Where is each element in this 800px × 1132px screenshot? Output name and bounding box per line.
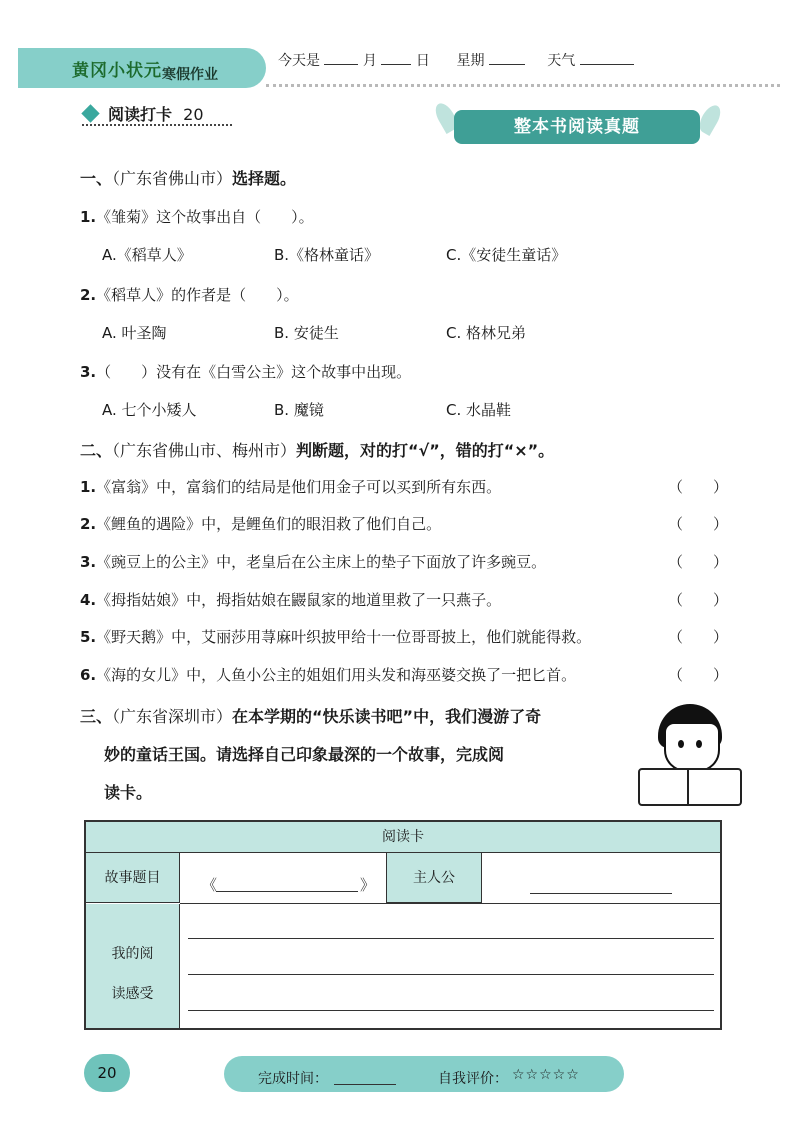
date-weather-label: 天气 — [547, 53, 576, 69]
option-b[interactable]: B. 安徒生 — [274, 324, 339, 342]
date-blank-weather[interactable] — [580, 50, 634, 65]
book-spine — [687, 768, 689, 804]
option-a[interactable]: A. 叶圣陶 — [102, 324, 167, 342]
date-today-label: 今天是 — [278, 53, 320, 69]
date-blank-prefix[interactable] — [324, 50, 358, 65]
question-2 — [80, 284, 299, 305]
boy-eye-right — [696, 740, 702, 748]
question-text: 《雏菊》这个故事出自（ ）。 — [96, 208, 314, 226]
judge-number: 5. — [80, 628, 97, 646]
judge-text: 《豌豆上的公主》中，老皇后在公主床上的垫子下面放了许多豌豆。 — [96, 553, 547, 571]
judge-item-3 — [80, 551, 546, 572]
judge-number: 2. — [80, 515, 97, 533]
answer-paren-3[interactable]: （ ） — [668, 553, 729, 571]
question-1 — [80, 206, 314, 227]
option-c[interactable]: C. 水晶鞋 — [446, 401, 512, 419]
part2-heading — [80, 438, 554, 461]
answer-paren-6[interactable]: （ ） — [668, 666, 729, 684]
star-rating[interactable]: ☆☆☆☆☆ — [512, 1067, 580, 1083]
hero-blank[interactable] — [530, 893, 672, 894]
part2-prefix: 二、 — [80, 441, 113, 460]
section-number: 20 — [183, 105, 204, 124]
part1-heading — [80, 166, 296, 189]
question-number: 1. — [80, 208, 97, 226]
brand-subtitle: 寒假作业 — [162, 67, 218, 83]
brand-logo: 黄冈小状元 — [72, 61, 162, 81]
part3-line1: 在本学期的“快乐读书吧”中，我们漫游了奇 — [232, 707, 542, 726]
answer-paren-4[interactable]: （ ） — [668, 591, 729, 609]
date-week-label: 星期 — [456, 53, 485, 69]
hero-label: 主人公 — [386, 853, 482, 903]
feeling-write-line-3[interactable] — [188, 1010, 714, 1011]
question-text: 《稻草人》的作者是（ ）。 — [96, 286, 299, 304]
judge-text: 《鲤鱼的遇险》中，是鲤鱼们的眼泪救了他们自己。 — [96, 515, 442, 533]
part2-region: （广东省佛山市、梅州市） — [112, 441, 297, 460]
answer-paren-5[interactable]: （ ） — [668, 628, 729, 646]
judge-item-6 — [80, 664, 576, 685]
answer-paren-2[interactable]: （ ） — [668, 515, 729, 533]
judge-number: 3. — [80, 553, 97, 571]
option-a[interactable]: A.《稻草人》 — [102, 246, 192, 264]
section-banner: 整本书阅读真题 — [454, 110, 700, 144]
question-text: （ ）没有在《白雪公主》这个故事中出现。 — [96, 363, 412, 381]
question-number: 2. — [80, 286, 97, 304]
judge-text: 《野天鹅》中，艾丽莎用荨麻叶织披甲给十一位哥哥披上，他们就能得救。 — [96, 628, 592, 646]
title-close-bracket: 》 — [360, 876, 376, 894]
judge-item-2 — [80, 513, 441, 534]
card-row-separator — [180, 903, 720, 904]
judge-text: 《拇指姑娘》中，拇指姑娘在鼹鼠家的地道里救了一只燕子。 — [96, 591, 502, 609]
story-title-blank[interactable] — [216, 891, 358, 892]
judge-number: 6. — [80, 666, 97, 684]
judge-number: 1. — [80, 478, 97, 496]
boy-illustration-face — [664, 722, 720, 772]
section-underline — [82, 124, 232, 126]
part3-line3: 读卡。 — [104, 783, 153, 802]
option-a[interactable]: A. 七个小矮人 — [102, 401, 197, 419]
date-blank-week[interactable] — [489, 50, 525, 65]
judge-text: 《海的女儿》中，人鱼小公主的姐姐们用头发和海巫婆交换了一把匕首。 — [96, 666, 577, 684]
judge-item-4 — [80, 589, 501, 610]
part2-title: 判断题，对的打“√”，错的打“×”。 — [296, 441, 555, 460]
section-label-text: 阅读打卡 — [108, 105, 173, 124]
feeling-label-line2: 读感受 — [111, 986, 154, 1002]
section-label — [108, 102, 204, 125]
date-month-label: 月 — [362, 53, 377, 69]
judge-text: 《富翁》中，富翁们的结局是他们用金子可以买到所有东西。 — [96, 478, 502, 496]
self-eval-label: 自我评价： — [438, 1071, 508, 1087]
part3-line2: 妙的童话王国。请选择自己印象最深的一个故事，完成阅 — [104, 745, 505, 764]
feeling-write-line-1[interactable] — [188, 938, 714, 939]
story-title-label: 故事题目 — [86, 853, 180, 903]
reading-card-title: 阅读卡 — [86, 822, 720, 853]
header-dotted-rule — [266, 84, 780, 87]
date-day-label: 日 — [415, 53, 430, 69]
judge-number: 4. — [80, 591, 97, 609]
part1-title: 选择题。 — [232, 169, 297, 188]
judge-item-5 — [80, 626, 591, 647]
option-c[interactable]: C.《安徒生童话》 — [446, 246, 567, 264]
boy-eye-left — [678, 740, 684, 748]
part1-region: （广东省佛山市） — [112, 169, 233, 188]
completion-time-blank[interactable] — [334, 1084, 396, 1085]
option-b[interactable]: B.《格林童话》 — [274, 246, 380, 264]
feeling-label-line1: 我的阅 — [111, 946, 154, 962]
part1-prefix: 一、 — [80, 169, 113, 188]
judge-item-1 — [80, 476, 501, 497]
date-blank-month[interactable] — [381, 50, 411, 65]
completion-time-label: 完成时间： — [258, 1071, 328, 1087]
question-3 — [80, 361, 411, 382]
title-open-bracket: 《 — [202, 876, 218, 894]
part3-prefix: 三、 — [80, 707, 113, 726]
feeling-write-line-2[interactable] — [188, 974, 714, 975]
diamond-icon — [81, 104, 99, 122]
answer-paren-1[interactable]: （ ） — [668, 478, 729, 496]
date-line — [278, 50, 650, 70]
page-number: 20 — [84, 1054, 130, 1092]
book-icon — [638, 768, 742, 806]
part3-region: （广东省深圳市） — [112, 707, 233, 726]
option-b[interactable]: B. 魔镜 — [274, 401, 324, 419]
option-c[interactable]: C. 格林兄弟 — [446, 324, 527, 342]
feeling-label — [86, 904, 180, 1028]
question-number: 3. — [80, 363, 97, 381]
part3-heading — [80, 704, 541, 727]
